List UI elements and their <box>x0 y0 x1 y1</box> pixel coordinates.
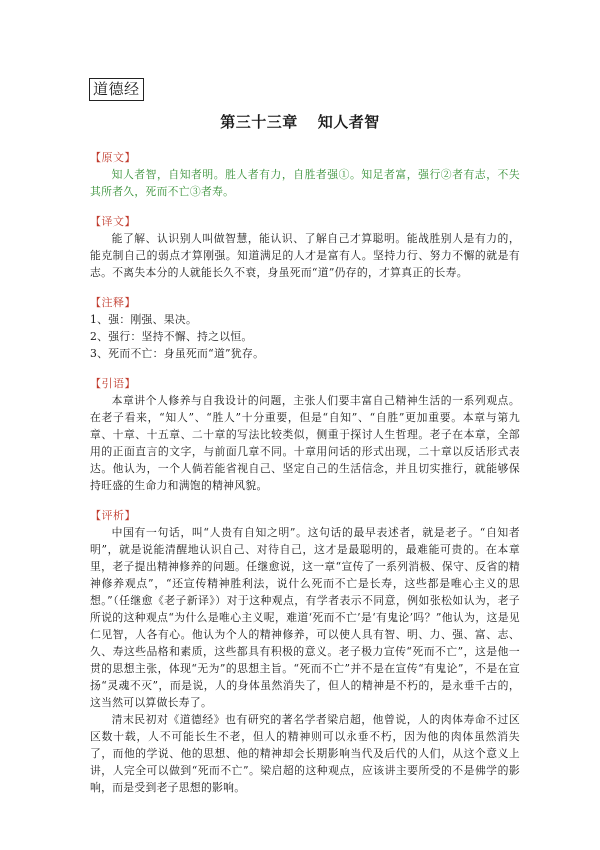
analysis-paragraph: 清末民初对《道德经》也有研究的著名学者梁启超，他曾说，人的肉体寿命不过区区数十载，人不可能长生不老，但人的精神则可以永垂不朽，因为他的肉体虽然消失了，而他的学说、他的思想、他的精神却会长期影响当代及后代的人们，从这个意义上讲，人完全可以做到“死而不亡”。梁启超的这种观点，应该讲主要所受的不是佛学的影响，而是受到老子思想的影响。 <box>90 713 520 794</box>
section-label-original: 【原文】 <box>90 151 136 164</box>
section-label-translation: 【译文】 <box>90 215 136 228</box>
note-item: 3、死而不亡：身虽死而“道”犹存。 <box>90 347 265 360</box>
book-title: 道德经 <box>89 78 144 101</box>
note-item: 1、强：刚强、果决。 <box>90 313 198 326</box>
chapter-number: 第三十三章 <box>220 113 298 131</box>
translation-text: 能了解、认识别人叫做智慧，能认识、了解自己才算聪明。能战胜别人是有力的，能克制自己的弱点才算刚强。知道满足的人才是富有人。坚持力行、努力不懈的就是有志。不离失本分的人就能长久不衰，身虽死而“道”仍存的，才算真正的长寿。 <box>90 232 520 279</box>
section-translation <box>90 214 520 281</box>
intro-text: 本章讲个人修养与自我设计的问题，主张人们要丰富自己精神生活的一系列观点。在老子看来，“知人”、“胜人”十分重要，但是“自知”、“自胜”更加重要。本章与第九章、十章、十五章、二十章的写法比较类似，侧重于探讨人生哲理。老子在本章，全部用的正面直言的文字，与前面几章不同。十章用问话的形式出现，二十章以反话形式表达。他认为，一个人倘若能省视自己、坚定自己的生活信念，并且切实推行，就能够保持旺盛的生命力和满饱的精神风貌。 <box>90 394 520 492</box>
note-item: 2、强行：坚持不懈、持之以恒。 <box>90 330 253 343</box>
section-label-analysis: 【评析】 <box>90 509 136 522</box>
chapter-name: 知人者智 <box>317 113 380 131</box>
section-notes <box>90 295 520 362</box>
analysis-paragraph: 中国有一句话，叫“人贵有自知之明”。这句话的最早表述者，就是老子。“自知者明”，就是说能清醒地认识自己、对待自己，这才是最聪明的，最难能可贵的。在本章里，老子提出精神修养的问题。任继愈说，这一章“宣传了一系列消极、保守、反省的精神修养观点”，“还宣传精神胜利法，说什么死而不亡是长寿，这些都是唯心主义的思想。”（任继愈《老子新译》）对于这种观点，有学者表示不同意，例如张松如认为，老子所说的这种观点“为什么是唯心主义呢，难道‘死而不亡’是‘有鬼论’吗？”他认为，这是见仁见智，人各有心。他认为个人的精神修养，可以使人具有智、明、力、强、富、志、久、寿这些品格和素质，这些都具有积极的意义。老子极力宣传“死而不亡”，这是他一贯的思想主张，体现“无为”的思想主旨。“死而不亡”并不是在宣传“有鬼论”，不是在宣扬“灵魂不灭”，而是说，人的身体虽然消失了，但人的精神是不朽的，是永垂千古的，这当然可以算做长寿了。 <box>90 526 520 709</box>
section-original <box>90 150 520 200</box>
section-intro <box>90 376 520 494</box>
chapter-content <box>90 150 520 810</box>
section-label-intro: 【引语】 <box>90 377 136 390</box>
original-text: 知人者智，自知者明。胜人者有力，自胜者强①。知足者富，强行②者有志，不失其所者久，死而不亡③者寿。 <box>90 168 520 198</box>
chapter-title <box>0 112 600 132</box>
section-analysis <box>90 508 520 796</box>
section-label-notes: 【注释】 <box>90 296 136 309</box>
